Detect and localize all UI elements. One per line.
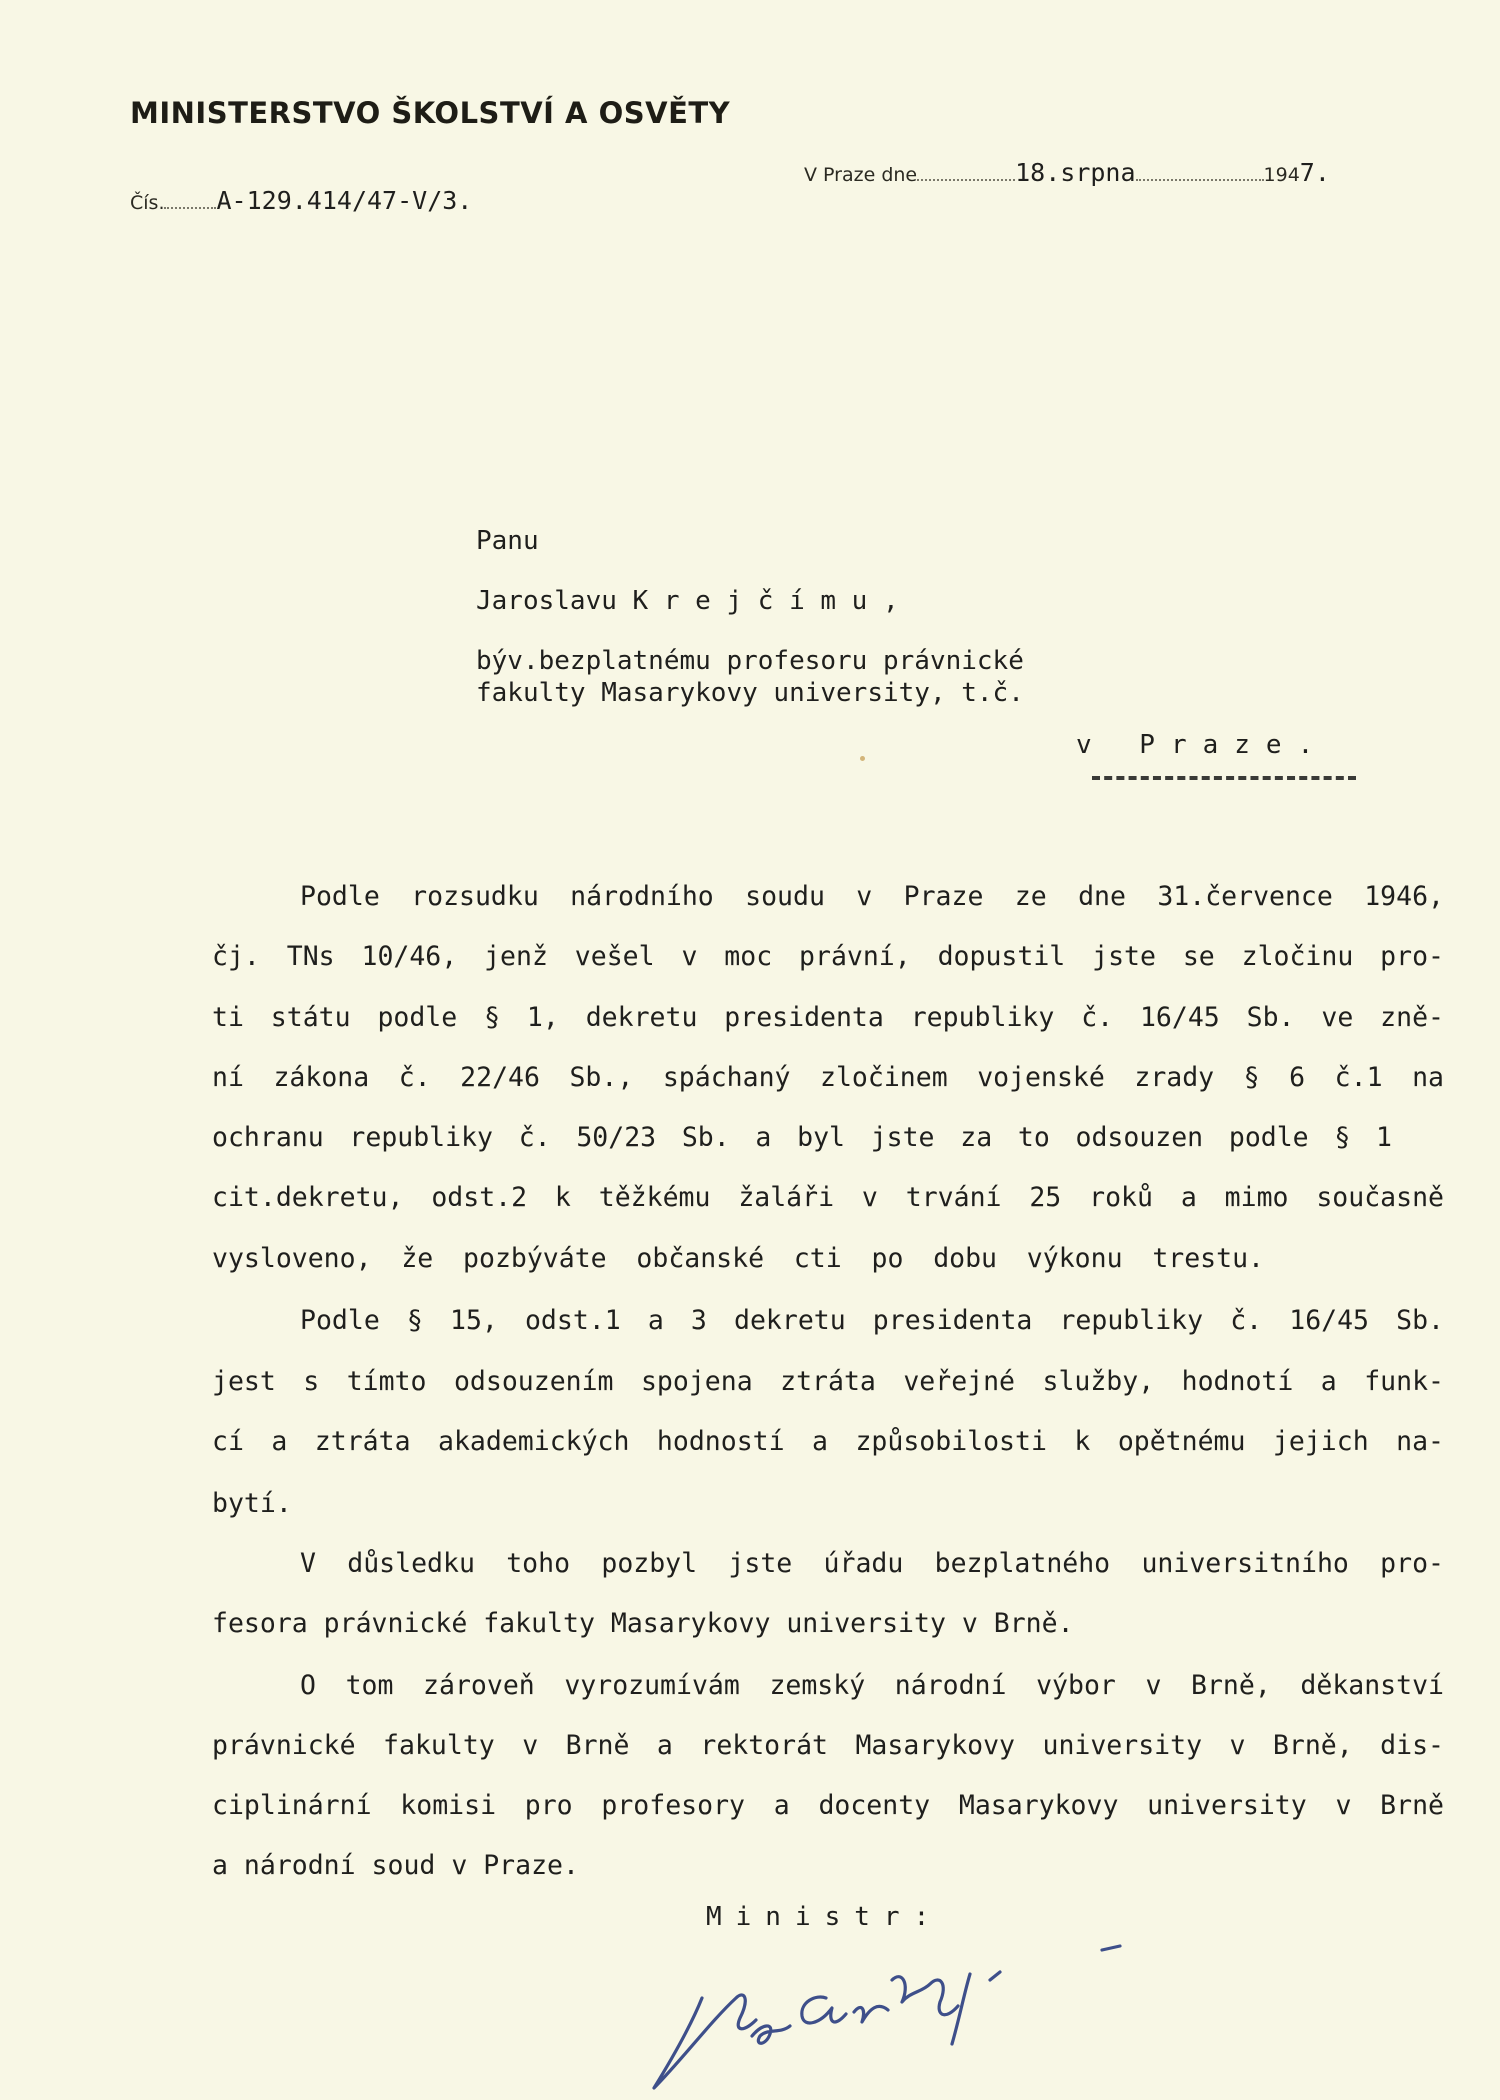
body-line: právnické fakulty v Brně a rektorát Masarykovy university v Brně, dis- (212, 1730, 1444, 1761)
body-line: V důsledku toho pozbyl jste úřadu bezplatného universitního pro- (300, 1548, 1444, 1579)
year-prefix: 194 (1263, 164, 1300, 186)
body-line: a národní soud v Praze. (212, 1850, 579, 1881)
city-underline (1092, 776, 1356, 780)
body-line: ti státu podle § 1, dekretu presidenta republiky č. 16/45 Sb. ve zně- (212, 1002, 1444, 1033)
dotted-leader (1136, 179, 1264, 181)
recipient-city: v Praze. (1076, 730, 1330, 760)
handwritten-signature (640, 1940, 1200, 2100)
signature-title: Ministr: (706, 1902, 944, 1932)
address-salutation: Panu (476, 526, 539, 556)
body-line: cí a ztráta akademických hodností a způsobilosti k opětnému jejich na- (212, 1426, 1444, 1457)
body-line: fesora právnické fakulty Masarykovy university v Brně. (212, 1608, 1074, 1639)
year-suffix: 7. (1299, 158, 1330, 187)
ministry-letterhead: MINISTERSTVO ŠKOLSTVÍ A OSVĚTY (130, 96, 731, 130)
dotted-leader (917, 179, 1015, 181)
body-line: ochranu republiky č. 50/23 Sb. a byl jste za to odsouzen podle § 1 (212, 1122, 1392, 1153)
body-line: O tom zároveň vyrozumívám zemský národní výbor v Brně, děkanství (300, 1670, 1444, 1701)
recipient-title-line-1: býv.bezplatnému profesoru právnické (476, 646, 1024, 676)
body-line: vysloveno, že pozbýváte občanské cti po dobu výkonu trestu. (212, 1243, 1264, 1274)
body-line: bytí. (212, 1488, 292, 1519)
date-day-month: 18.srpna (1015, 158, 1136, 187)
reference-number: A-129.414/47-V/3. (216, 186, 473, 215)
body-line: cit.dekretu, odst.2 k těžkému žaláři v trvání 25 roků a mimo současně (212, 1182, 1444, 1213)
body-line: Podle rozsudku národního soudu v Praze ze dne 31.července 1946, (300, 881, 1444, 912)
body-line: ní zákona č. 22/46 Sb., spáchaný zločinem vojenské zrady § 6 č.1 na (212, 1062, 1444, 1093)
body-line: jest s tímto odsouzením spojena ztráta veřejné služby, hodnotí a funk- (212, 1366, 1444, 1397)
recipient-name: Jaroslavu K r e j č í m u , (476, 586, 899, 616)
date-field (804, 158, 1330, 187)
body-line: ciplinární komisi pro profesory a docenty Masarykovy university v Brně (212, 1790, 1444, 1821)
scan-speck (860, 756, 865, 761)
place-label: V Praze dne (804, 164, 918, 186)
dotted-leader (164, 207, 216, 209)
body-line: čj. TNs 10/46, jenž vešel v moc právní, dopustil jste se zločinu pro- (212, 941, 1444, 972)
body-line: Podle § 15, odst.1 a 3 dekretu presidenta republiky č. 16/45 Sb. (300, 1305, 1444, 1336)
recipient-title-line-2: fakulty Masarykovy university, t.č. (476, 678, 1024, 708)
reference-number-field (130, 186, 472, 215)
reference-label: Čís. (130, 192, 165, 214)
